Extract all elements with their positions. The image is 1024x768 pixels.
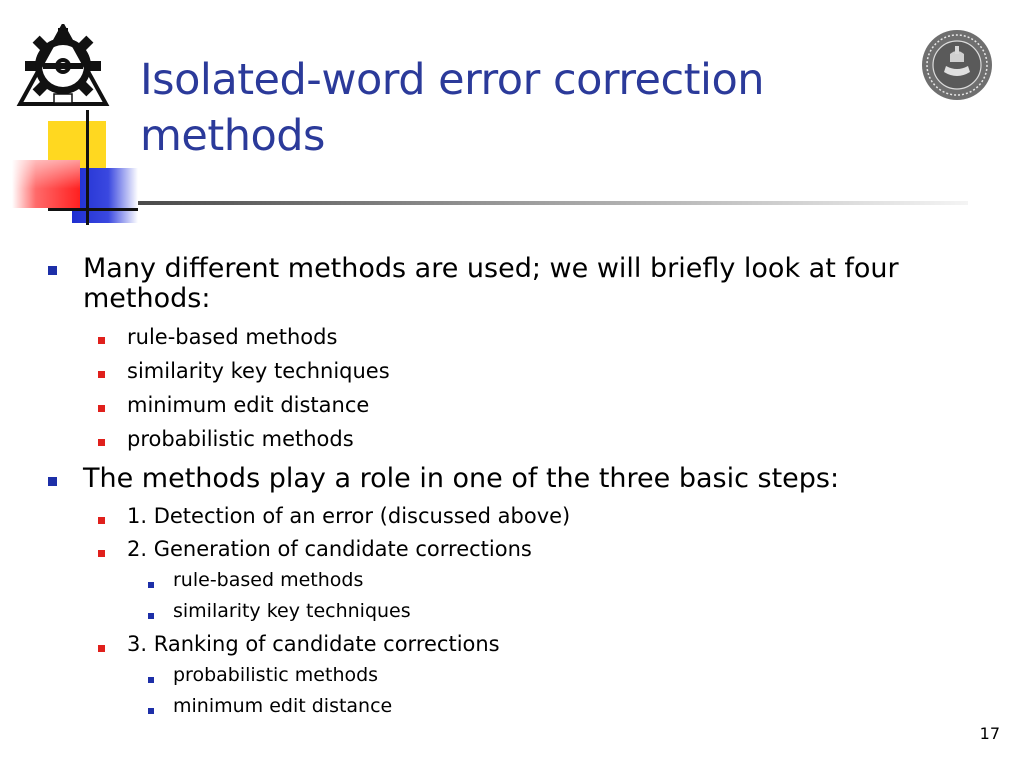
- decor-blue-square: [72, 168, 138, 223]
- sub-bullet-text: similarity key techniques: [127, 359, 390, 383]
- sub-sub-bullet-text: minimum edit distance: [173, 695, 393, 717]
- sub-bullet-text: rule-based methods: [127, 325, 338, 349]
- sub-sub-bullet-text: probabilistic methods: [173, 664, 379, 686]
- title-underline-rule: [138, 201, 968, 205]
- step-text: 3. Ranking of candidate corrections: [127, 632, 500, 656]
- bullet-text: The methods play a role in one of the three basic steps:: [83, 463, 840, 494]
- university-seal-logo-icon: [920, 28, 994, 102]
- sub-sub-bullet-text: similarity key techniques: [173, 600, 411, 622]
- slide-title: Isolated-word error correction methods: [140, 55, 765, 161]
- step-text: 1. Detection of an error (discussed above): [127, 504, 571, 528]
- sub-sub-bullet-marker: [148, 613, 154, 619]
- sub-bullet-marker: [98, 337, 105, 344]
- sub-sub-bullet-marker: [148, 582, 154, 588]
- sub-bullet-marker: [98, 439, 105, 446]
- sub-bullet-marker: [98, 645, 105, 652]
- decor-horizontal-line: [48, 208, 138, 211]
- sub-sub-bullet-text: rule-based methods: [173, 569, 364, 591]
- page-number: 17: [979, 724, 1000, 743]
- sub-bullet-marker: [98, 550, 105, 557]
- sub-bullet-marker: [98, 517, 105, 524]
- bullet-marker: [48, 266, 57, 275]
- bullet-text: Many different methods are used; we will briefly look at four methods:: [83, 253, 899, 314]
- decor-red-highlight: [12, 160, 80, 208]
- sub-bullet-text: minimum edit distance: [127, 393, 370, 417]
- sub-bullet-marker: [98, 371, 105, 378]
- sub-bullet-marker: [98, 405, 105, 412]
- sub-bullet-text: probabilistic methods: [127, 427, 354, 451]
- sub-sub-bullet-marker: [148, 708, 154, 714]
- bullet-marker: [48, 477, 57, 486]
- sub-sub-bullet-marker: [148, 677, 154, 683]
- gear-emblem-logo-icon: [16, 24, 110, 108]
- step-text: 2. Generation of candidate corrections: [127, 537, 532, 561]
